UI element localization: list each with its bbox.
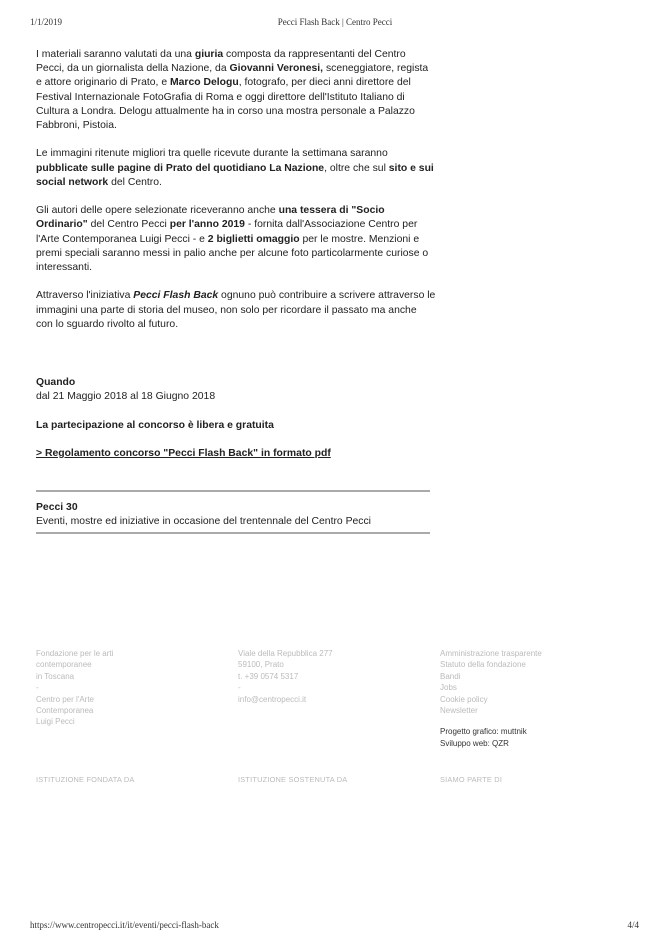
footer-line: Centro per l'Arte — [36, 694, 94, 704]
footer-foundation — [36, 648, 113, 728]
footer-line: Luigi Pecci — [36, 717, 75, 727]
footer-link-list[interactable] — [440, 648, 542, 716]
initiative-paragraph — [36, 289, 436, 332]
member-of-label: SIAMO PARTE DI — [440, 775, 503, 784]
text-segment: , fotografo, per dieci anni direttore del Festival Internazionale FotoGrafia di Roma e oggi direttore dell'Istituto Italiano di Cultura a Londra. Delogu attualmente ha in corso una mostra personale a Palazzo Fabbroni, Pistoia. — [36, 77, 415, 132]
footer-line[interactable]: Jobs — [440, 683, 457, 693]
article-body — [36, 48, 436, 346]
institution-founded-label: ISTITUZIONE FONDATA DA — [36, 775, 135, 784]
footer-line: info@centropecci.it — [238, 694, 307, 704]
footer-line: contemporanee — [36, 660, 92, 670]
text-segment: per l'anno 2019 — [169, 219, 245, 231]
prizes-paragraph — [36, 204, 436, 275]
footer-line: Fondazione per le arti — [36, 649, 114, 658]
text-segment: una tessera di "Socio Ordinario" — [36, 205, 385, 231]
footer-links — [440, 648, 542, 749]
footer-line: Progetto grafico: muttnik — [440, 727, 527, 737]
print-header — [0, 17, 670, 29]
text-segment: Marco Delogu — [170, 77, 239, 89]
footer-line[interactable]: Statuto della fondazione — [440, 660, 526, 670]
text-segment: Pecci Flash Back — [133, 290, 219, 302]
text-segment: - fornita dall'Associazione Centro per l'Arte Contemporanea Luigi Pecci - e — [36, 219, 418, 245]
institution-supported-label: ISTITUZIONE SOSTENUTA DA — [238, 775, 348, 784]
footer-line[interactable]: Newsletter — [440, 706, 478, 716]
rules-pdf-link[interactable]: > Regolamento concorso "Pecci Flash Back" in formato pdf — [36, 448, 331, 459]
text-segment: del Centro Pecci — [87, 219, 170, 231]
text-segment: Attraverso l'iniziativa — [36, 290, 134, 302]
text-segment: giuria — [194, 49, 224, 60]
text-segment: pubblicate sulle pagine di Prato del quotidiano La Nazione — [36, 162, 325, 174]
footer-contacts — [238, 648, 333, 705]
print-page-number: 4/4 — [627, 920, 639, 930]
text-segment: Giovanni Veronesi, — [229, 63, 324, 75]
when-value: dal 21 Maggio 2018 al 18 Giugno 2018 — [36, 391, 216, 402]
footer-line: - — [238, 683, 241, 693]
publication-paragraph — [36, 147, 436, 190]
print-url: https://www.centropecci.it/it/eventi/pecci-flash-back — [30, 920, 219, 930]
text-segment: sceneggiatore, regista e attore originario di Prato, e — [36, 63, 429, 89]
text-segment: del Centro. — [108, 176, 162, 188]
jury-paragraph — [36, 48, 436, 133]
footer-line[interactable]: Bandi — [440, 671, 461, 681]
text-segment: , oltre che sul — [324, 162, 389, 174]
text-segment: I materiali saranno valutati da una — [36, 49, 195, 60]
when-label: Quando — [36, 377, 76, 388]
participation-note: La partecipazione al concorso è libera e gratuita — [36, 420, 274, 431]
text-segment: composta da rappresentanti del Centro Pecci, da un giornalista della Nazione, da — [36, 49, 406, 75]
text-segment: sito e sui social network — [36, 162, 434, 188]
footer-line: in Toscana — [36, 671, 75, 681]
footer-line: 59100, Prato — [238, 660, 284, 670]
text-segment: Le immagini ritenute migliori tra quelle ricevute durante la settimana saranno — [36, 148, 388, 160]
footer-line: Viale della Repubblica 277 — [238, 649, 333, 658]
text-segment: ognuno può contribuire a scrivere attraverso le immagini una parte di storia del museo, non solo per ricordare il passato ma anche con lo sguardo rivolto al futuro. — [36, 290, 436, 330]
footer-line[interactable]: Cookie policy — [440, 694, 488, 704]
print-date: 1/1/2019 — [30, 17, 63, 27]
print-title: Pecci Flash Back | Centro Pecci — [277, 17, 393, 27]
pecci30-description: Eventi, mostre ed iniziative in occasione del trentennale del Centro Pecci — [36, 516, 371, 527]
footer-line: Contemporanea — [36, 706, 94, 716]
text-segment: 2 biglietti omaggio — [207, 233, 300, 245]
pecci30-title[interactable]: Pecci 30 — [36, 502, 78, 513]
footer-line: t. +39 0574 5317 — [238, 671, 299, 681]
footer-credits — [440, 726, 542, 749]
text-segment: Gli autori delle opere selezionate riceveranno anche — [36, 205, 279, 217]
footer-line: - — [36, 683, 39, 693]
footer-line: Sviluppo web: QZR — [440, 738, 509, 748]
divider-bottom — [36, 532, 430, 534]
footer-line[interactable]: Amministrazione trasparente — [440, 649, 542, 658]
divider-top — [36, 490, 430, 492]
text-segment: per le mostre. Menzioni e premi speciali saranno messi in palio anche per alcune foto particolarmente curiose o interessanti. — [36, 233, 429, 274]
print-footer — [0, 920, 670, 932]
